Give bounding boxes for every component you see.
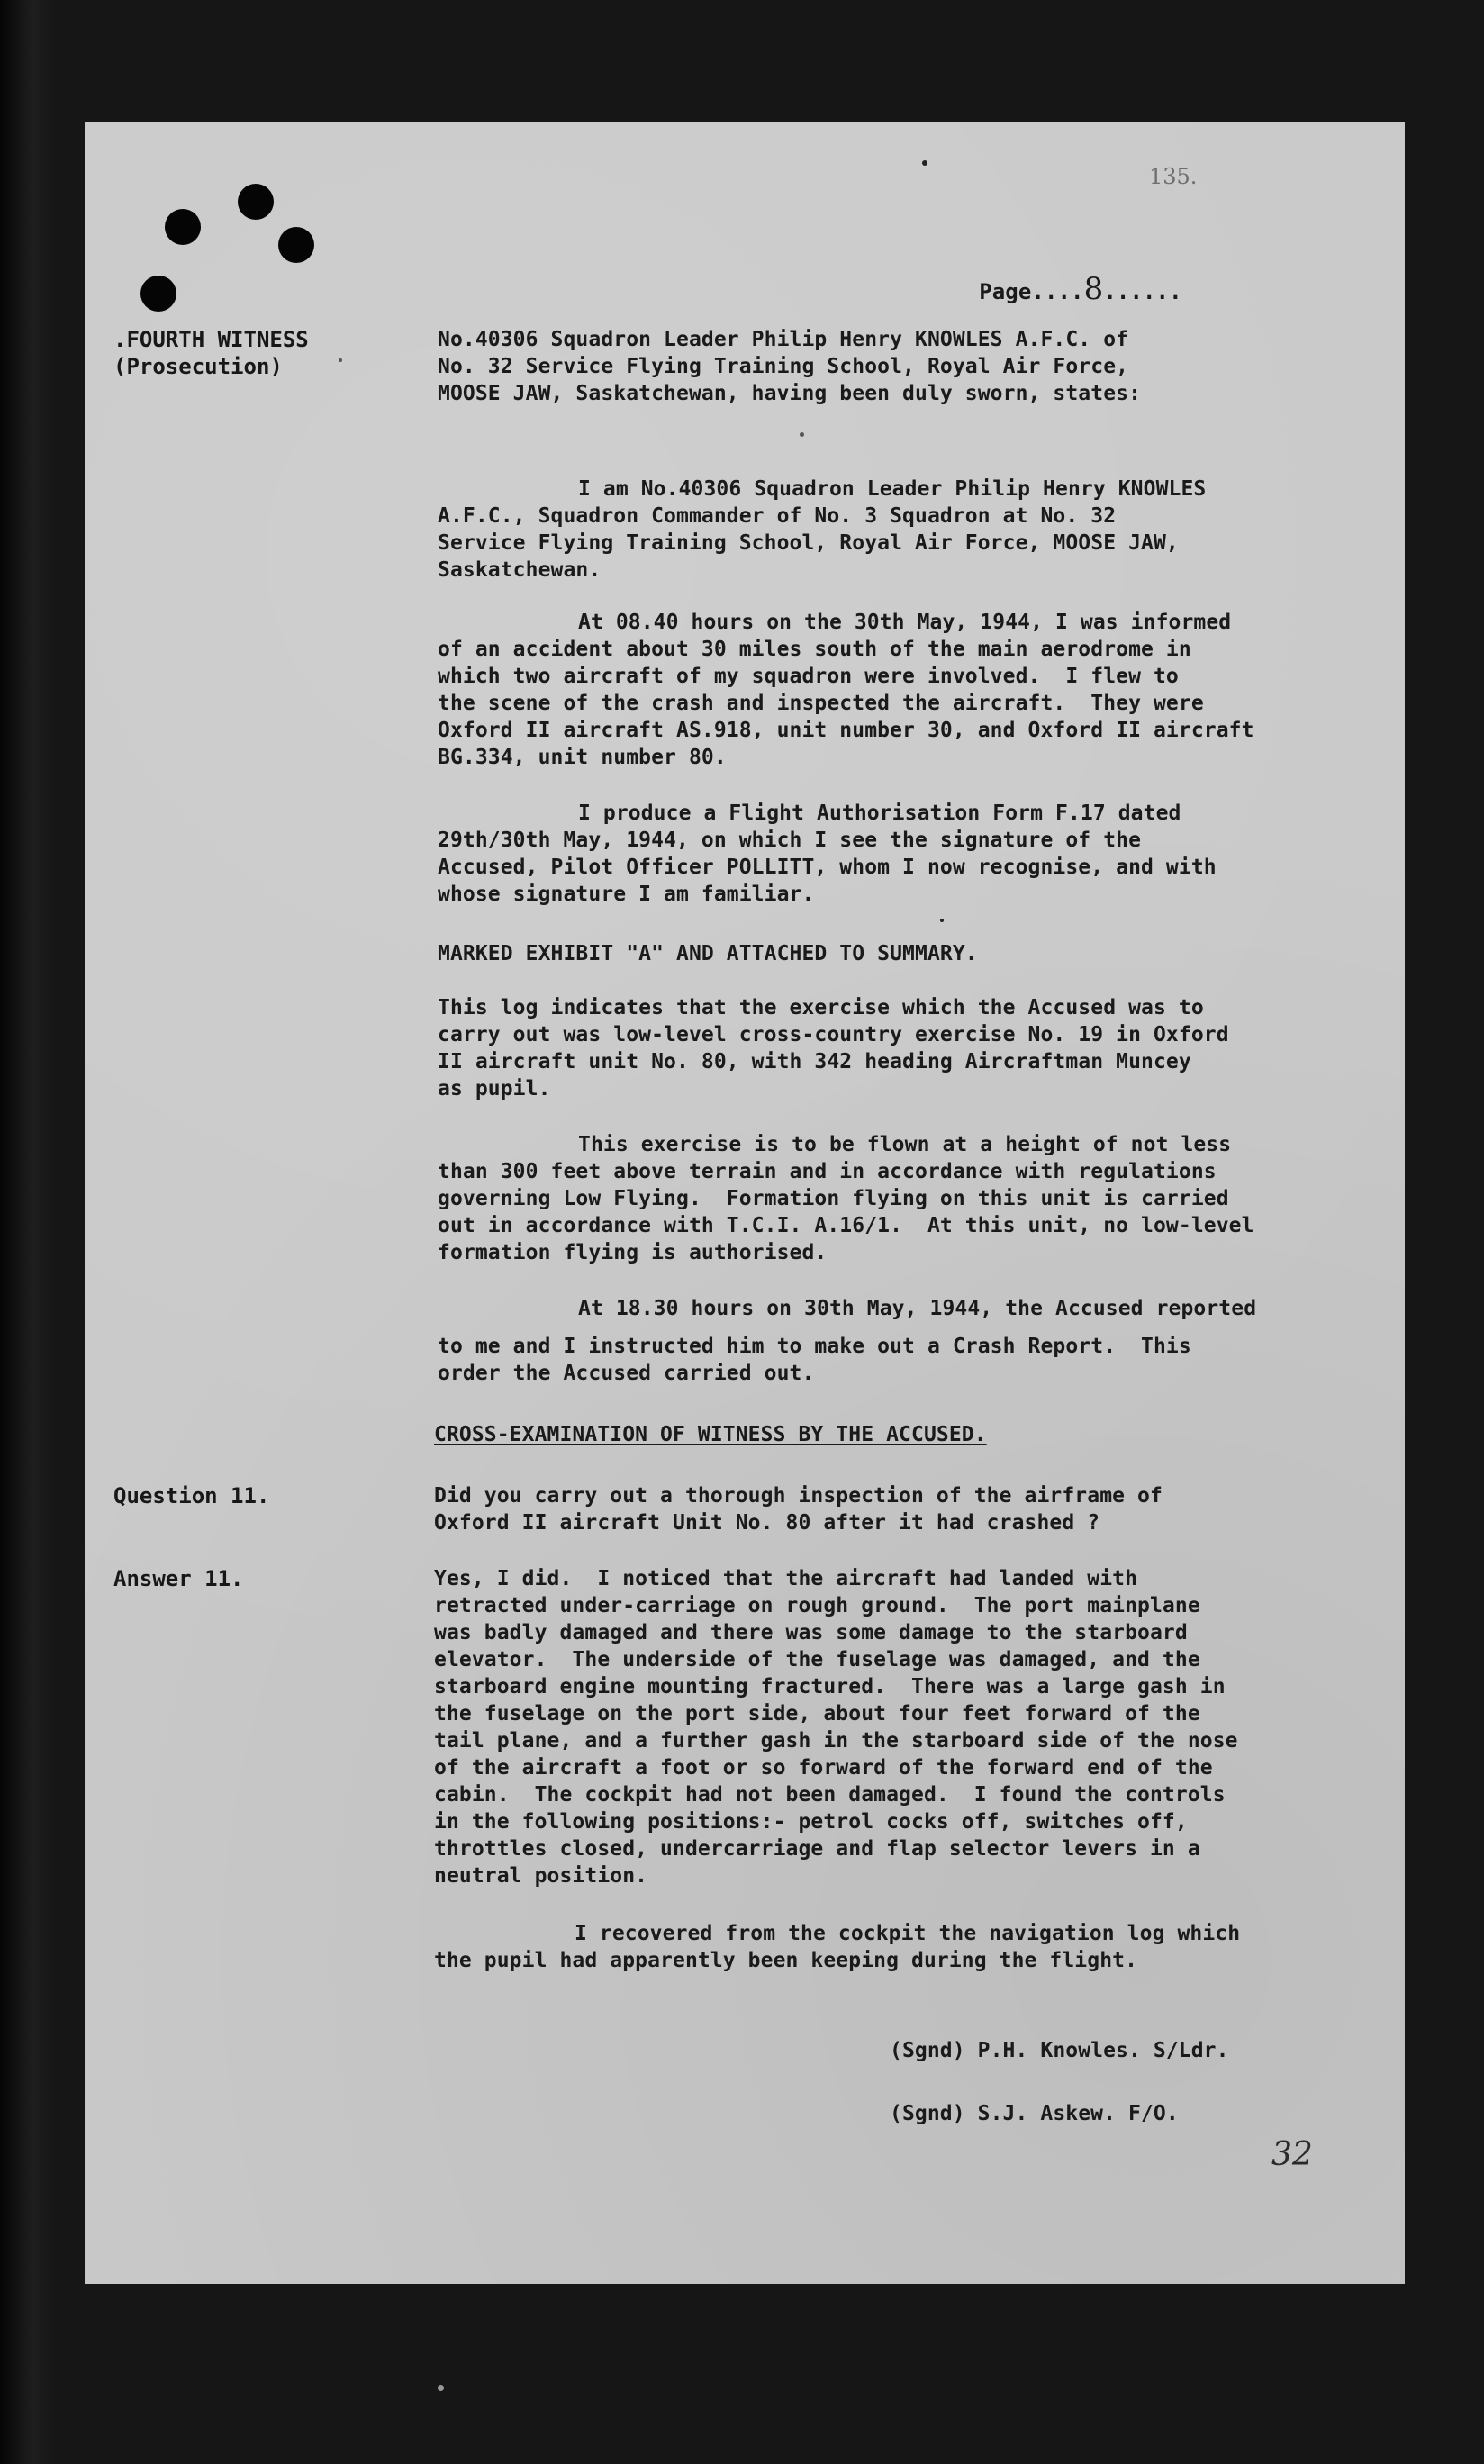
witness-label: .FOURTH WITNESS bbox=[113, 327, 309, 352]
speck bbox=[922, 160, 928, 166]
cross-exam-heading: CROSS-EXAMINATION OF WITNESS BY THE ACCUSED. bbox=[434, 1423, 987, 1446]
answer-label: Answer 11. bbox=[113, 1566, 244, 1591]
page-number: Page....8...... bbox=[979, 271, 1182, 307]
punch-hole bbox=[140, 276, 176, 312]
punch-hole bbox=[238, 184, 274, 220]
speck bbox=[940, 919, 944, 922]
archive-number: 135. bbox=[1149, 164, 1198, 189]
scan-border bbox=[0, 0, 54, 2464]
exhibit-note: MARKED EXHIBIT "A" AND ATTACHED TO SUMMARY. bbox=[438, 942, 978, 965]
document-page: 135. Page....8...... .FOURTH WITNESS (Prosecution) No.40306 Squadron Leader Philip Henry KNOWLES A.F.C. of No. 32 Service Flying Training School, Royal Air Force, MOOSE JAW, Saskatchewan, having been duly sworn, states: I am No.40306 Squadron Leader Philip Henry KNOWLES A.F.C., Squadron Commander of No. 3 Squadron at No. 32 Service Flying Training School, Royal Air Force, MOOSE JAW, Saskatchewan. At 08.40 hours on the 30th May, 1944, I was informed of an accident about 30 miles south of the main aerodrome in which two aircraft of my squadron were involved. I flew to the scene of the crash and inspected the aircraft. They were Oxford II aircraft AS.918, unit number 30, and Oxford II aircraft BG.334, unit number 80. I produce a Flight Authorisation Form F.17 dated 29th/30th May, 1944, on which I see the signature of the Accused, Pilot Officer POLLITT, whom I now recognise, and with whose signature I am familiar. MARKED EXHIBIT "A" AND ATTACHED TO SUMMARY. This log indicates that the exercise which the Accused was to carry out was low-level cross-country exercise No. 19 in Oxford II aircraft unit No. 80, with 342 heading Aircraftman Muncey as pupil. This exercise is to be flown at a height of not less than 300 feet above terrain and in accordance with regulations governing Low Flying. Formation flying on this unit is carried out in accordance with T.C.I. A.16/1. At this unit, no low-level formation flying is authorised. At 18.30 hours on 30th May, 1944, the Accused reported to me and I instructed him to make out a Crash Report. This order the Accused carried out. CROSS-EXAMINATION OF WITNESS BY THE ACCUSED. Question 11. Did you carry out a thorough inspection of the airframe of Oxford II aircraft Unit No. 80 after it had crashed ? Answer 11. Yes, I did. I noticed that the aircraft had landed with retracted under-carriage on rough ground. The port mainplane was badly damaged and there was some damage to the starboard elevator. The underside of the fuselage was damaged, and the starboard engine mounting fractured. There was a large gash in the fuselage on the port side, about four feet forward of the tail plane, and a further gash in the starboard side of the nose of the aircraft a foot or so forward of the forward end of the cabin. The cockpit had not been damaged. I found the controls in the following positions:- petrol cocks off, switches off, throttles closed, undercarriage and flap selector levers in a neutral position. I recovered from the cockpit the navigation log which the pupil had apparently been keeping during the flight. (Sgnd) P.H. Knowles. S/Ldr. (Sgnd) S.J. Askew. F/O. 32 bbox=[85, 122, 1405, 2284]
speck bbox=[339, 358, 342, 362]
handwritten-folio-number: 32 bbox=[1271, 2136, 1313, 2173]
signature-askew: (Sgnd) S.J. Askew. F/O. bbox=[890, 2102, 1179, 2125]
signature-knowles: (Sgnd) P.H. Knowles. S/Ldr. bbox=[890, 2039, 1229, 2062]
question-label: Question 11. bbox=[113, 1483, 270, 1508]
speck bbox=[438, 2385, 444, 2391]
punch-hole bbox=[165, 209, 201, 245]
witness-label-sub: (Prosecution) bbox=[113, 354, 283, 379]
punch-hole bbox=[278, 227, 314, 263]
speck bbox=[800, 432, 804, 437]
